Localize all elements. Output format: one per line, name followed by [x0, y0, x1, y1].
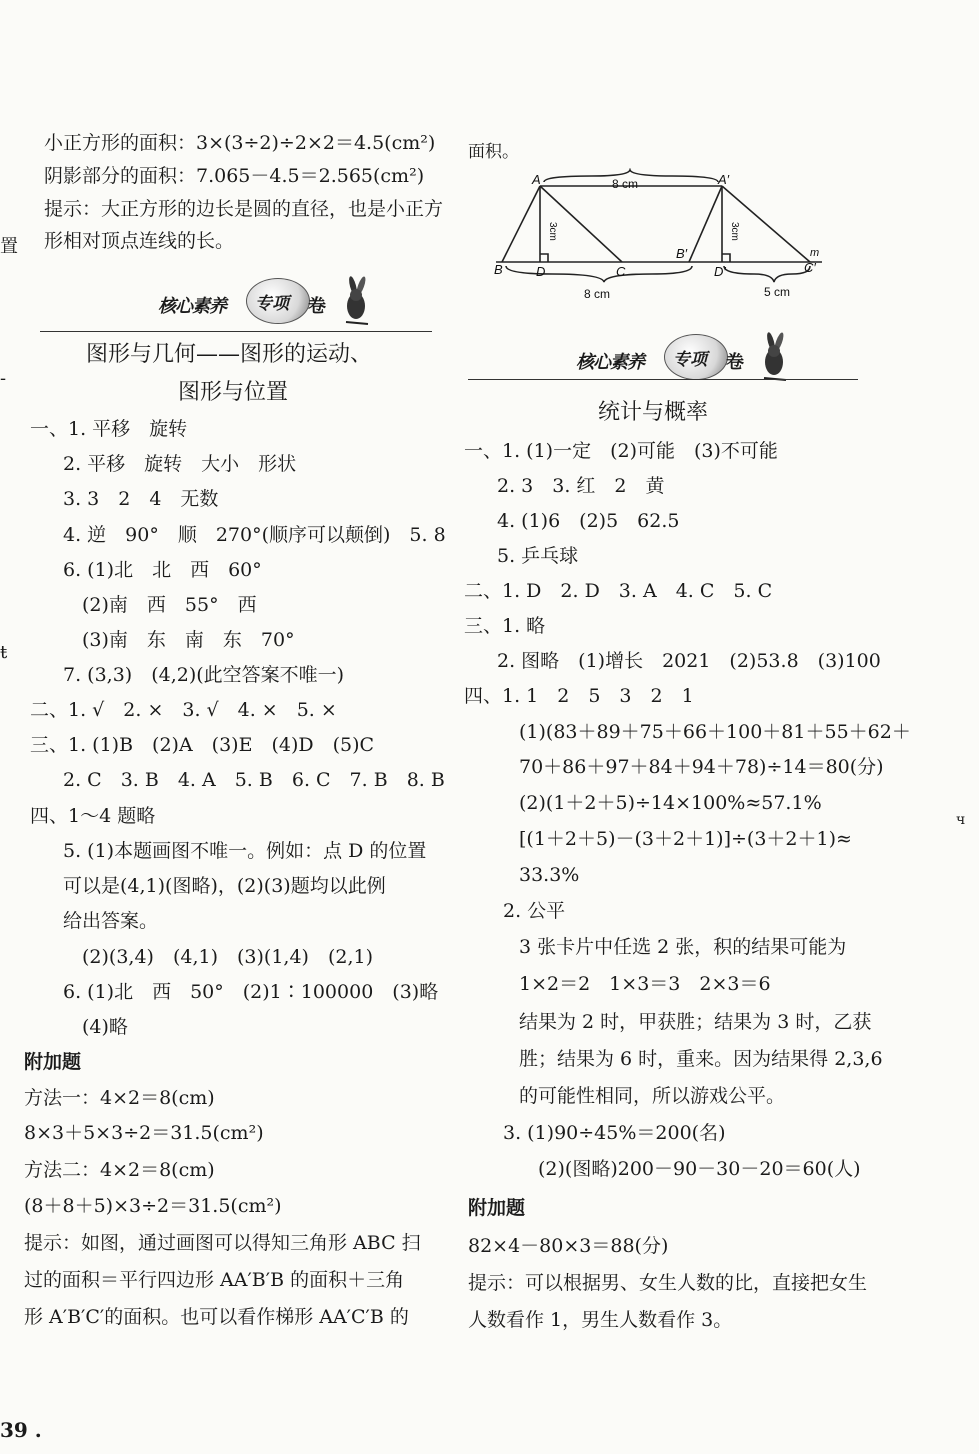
- text-line: 形相对顶点连线的长。: [44, 230, 235, 252]
- rabbit-mascot-icon: [336, 274, 376, 328]
- answer-line: 2. C 3. B 4. A 5. B 6. C 7. B 8. B: [44, 769, 445, 791]
- answer-line: 二、1. D 2. D 3. A 4. C 5. C: [464, 580, 773, 602]
- answer-line: (2)(3,4) (4,1) (3)(1,4) (2,1): [44, 946, 373, 968]
- banner-bubble: 专项: [246, 278, 310, 324]
- answer-line: 5. 乒乓球: [478, 545, 579, 567]
- answer-line: 7. (3,3) (4,2)(此空答案不唯一): [44, 664, 345, 686]
- banner-text: 核心素养: [158, 296, 226, 317]
- point-label-m: m: [810, 247, 820, 259]
- text-line: 阴影部分的面积：7.065－4.5＝2.565(cm²): [44, 165, 425, 187]
- text-line: 提示：大正方形的边长是圆的直径，也是小正方: [44, 198, 444, 220]
- bottom-right-length-label: 5 cm: [764, 285, 791, 299]
- answer-line: (1)(83＋89＋75＋66＋100＋81＋55＋62＋: [500, 721, 911, 743]
- answer-line: 8×3＋5×3÷2＝31.5(cm²): [24, 1122, 264, 1144]
- answer-line: 提示：如图，通过画图可以得知三角形 ABC 扫: [24, 1232, 421, 1254]
- answer-line: 2. 图略 (1)增长 2021 (2)53.8 (3)100: [478, 650, 881, 672]
- margin-mark: -: [0, 368, 7, 389]
- banner-bubble: 专项: [664, 334, 728, 380]
- answer-line: 6. (1)北 北 西 60°: [44, 559, 262, 581]
- answer-line: 方法二：4×2＝8(cm): [24, 1159, 215, 1181]
- bottom-left-length-label: 8 cm: [584, 287, 611, 301]
- answer-line: 附加题: [468, 1197, 526, 1219]
- answer-line: 可以是(4,1)(图略)，(2)(3)题均以此例: [44, 875, 386, 897]
- margin-mark: ч: [956, 812, 966, 828]
- section-divider: [40, 331, 432, 332]
- answer-line: 5. (1)本题画图不唯一。例如：点 D 的位置: [44, 840, 427, 862]
- answer-line: 一、1. 平移 旋转: [30, 418, 188, 440]
- answer-line: (3)南 东 南 东 70°: [44, 629, 295, 651]
- top-length-label: 8 cm: [612, 177, 639, 191]
- point-label-d-prime: D′: [714, 264, 726, 279]
- banner-text: 核心素养: [576, 352, 644, 373]
- answer-line: 结果为 2 时，甲获胜；结果为 3 时，乙获: [500, 1011, 872, 1033]
- answer-line: (2)(图略)200－90－30－20＝60(人): [500, 1158, 861, 1180]
- answer-line: 4. (1)6 (2)5 62.5: [478, 510, 680, 532]
- section-banner: [158, 274, 388, 330]
- answer-line: 2. 公平: [484, 900, 566, 922]
- answer-line: (2)南 西 55° 西: [44, 594, 257, 616]
- answer-line: 胜；结果为 6 时，重来。因为结果得 2,3,6: [500, 1048, 883, 1070]
- answer-line: 一、1. (1)一定 (2)可能 (3)不可能: [464, 440, 778, 462]
- height-label: 3cm: [547, 222, 558, 241]
- banner-suffix: 卷: [308, 296, 326, 317]
- text-line: 面积。: [468, 142, 519, 162]
- rabbit-mascot-icon: [754, 330, 794, 384]
- answer-line: (2)(1＋2＋5)÷14×100%≈57.1%: [500, 792, 822, 814]
- point-label-c: C: [616, 264, 626, 279]
- section-title: 图形与位置: [178, 380, 289, 405]
- point-label-d: D: [536, 264, 546, 279]
- answer-line: 三、1. (1)B (2)A (3)E (4)D (5)C: [30, 734, 375, 756]
- text-line: 小正方形的面积：3×(3÷2)÷2×2＝4.5(cm²): [44, 132, 436, 154]
- answer-line: 附加题: [24, 1051, 82, 1073]
- answer-line: 3. 3 2 4 无数: [44, 488, 219, 510]
- answer-line: 33.3%: [500, 864, 580, 886]
- trapezoid-diagram: [492, 168, 872, 308]
- answer-line: 3. (1)90÷45%＝200(名): [484, 1122, 726, 1144]
- section-divider: [468, 379, 858, 380]
- section-title: 统计与概率: [598, 400, 709, 425]
- answer-line: (4)略: [44, 1016, 128, 1038]
- page-number: 39 .: [0, 1418, 42, 1442]
- answer-line: 人数看作 1，男生人数看作 3。: [468, 1309, 733, 1331]
- answer-line: 三、1. 略: [464, 615, 546, 637]
- section-banner: [576, 330, 806, 386]
- answer-line: 1×2＝2 1×3＝3 2×3＝6: [500, 973, 771, 995]
- answer-line: 四、1～4 题略: [30, 805, 156, 827]
- answer-line: [(1＋2＋5)－(3＋2＋1)]÷(3＋2＋1)≈: [500, 828, 852, 850]
- answer-line: 的可能性相同，所以游戏公平。: [500, 1085, 786, 1107]
- margin-mark: ŧ: [0, 642, 8, 663]
- answer-line: 70＋86＋97＋84＋94＋78)÷14＝80(分): [500, 756, 884, 778]
- answer-line: 2. 平移 旋转 大小 形状: [44, 453, 297, 475]
- answer-line: 4. 逆 90° 顺 270°(顺序可以颠倒) 5. 8: [44, 524, 446, 546]
- answer-line: 形 A′B′C′的面积。也可以看作梯形 AA′C′B 的: [24, 1306, 409, 1328]
- answer-line: 2. 3 3. 红 2 黄: [478, 475, 665, 497]
- answer-line: 3 张卡片中任选 2 张，积的结果可能为: [500, 936, 847, 958]
- answer-line: 给出答案。: [44, 910, 159, 932]
- height-label: 3cm: [729, 222, 740, 241]
- section-title: 图形与几何——图形的运动、: [86, 342, 373, 367]
- banner-suffix: 卷: [726, 352, 744, 373]
- answer-line: 二、1. √ 2. × 3. √ 4. × 5. ×: [30, 699, 337, 721]
- point-label-b-prime: B′: [676, 246, 688, 261]
- answer-line: 提示：可以根据男、女生人数的比，直接把女生: [468, 1272, 868, 1294]
- answer-line: 82×4－80×3＝88(分): [468, 1235, 669, 1257]
- point-label-a: A: [532, 172, 541, 187]
- answer-line: 四、1. 1 2 5 3 2 1: [464, 685, 694, 707]
- answer-line: 6. (1)北 西 50° (2)1∶100000 (3)略: [44, 981, 439, 1003]
- answer-line: 方法一：4×2＝8(cm): [24, 1087, 215, 1109]
- point-label-a-prime: A′: [718, 172, 730, 187]
- point-label-b: B: [494, 262, 503, 277]
- answer-line: 过的面积＝平行四边形 AA′B′B 的面积＋三角: [24, 1269, 405, 1291]
- margin-mark: 置: [0, 236, 18, 257]
- point-label-c-prime: C′: [804, 260, 816, 275]
- answer-line: (8＋8＋5)×3÷2＝31.5(cm²): [24, 1195, 282, 1217]
